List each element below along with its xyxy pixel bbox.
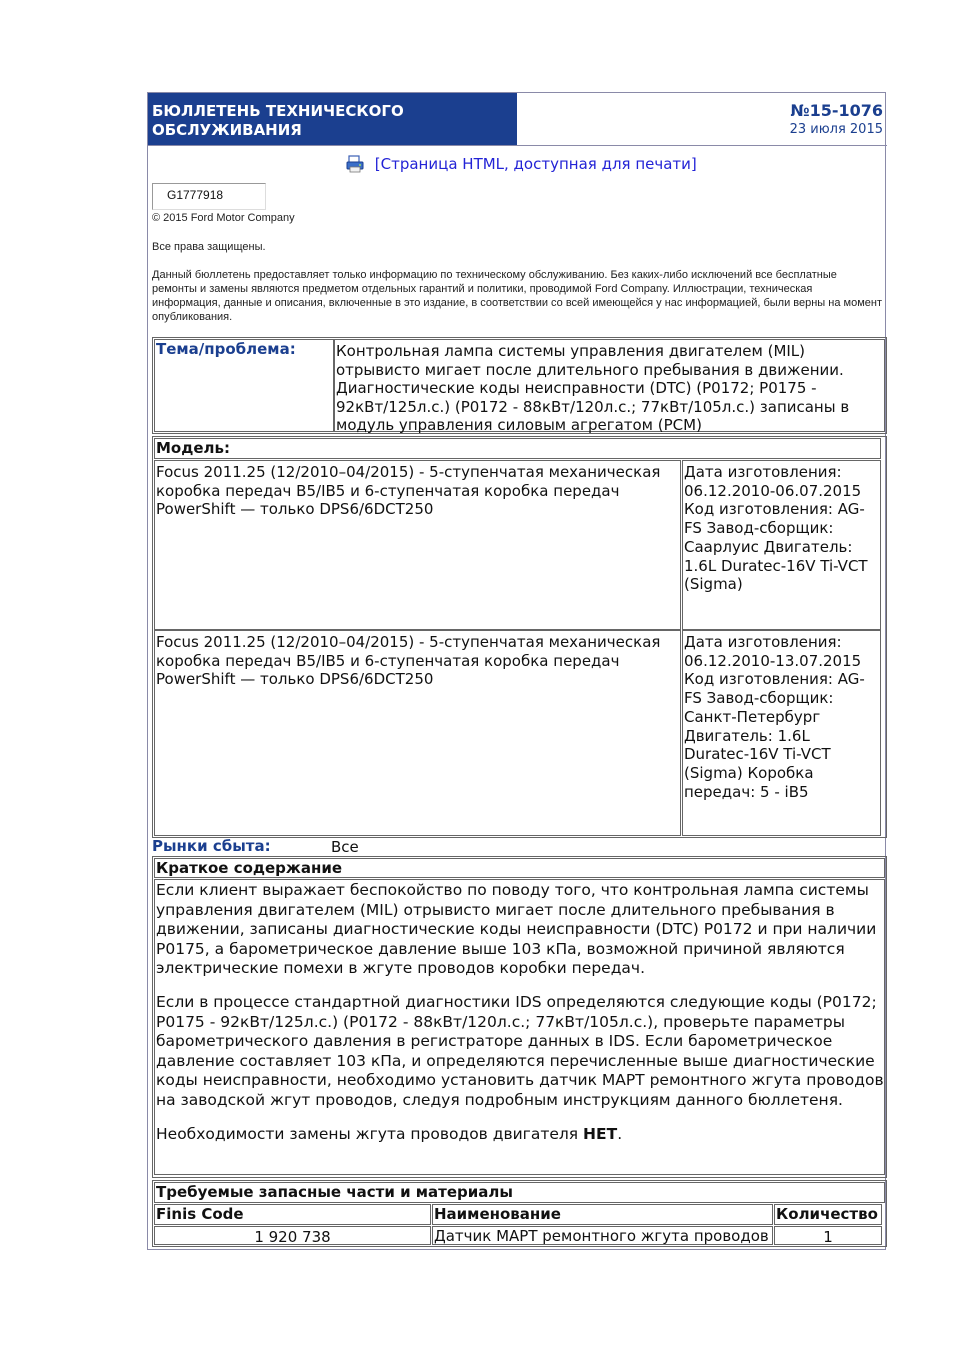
parts-header-qty [774, 1204, 882, 1225]
markets-label: Рынки сбыта: [152, 837, 271, 855]
topic-text-cell [334, 339, 885, 435]
summary-p3-end: . [617, 1124, 623, 1143]
parts-box [152, 1180, 887, 1247]
model-row-2 [154, 630, 681, 836]
parts-finis-code: 1 920 738 [254, 1228, 331, 1246]
summary-title: Краткое содержание [156, 859, 343, 877]
parts-title-cell [154, 1182, 885, 1203]
topic-label-cell [154, 339, 334, 432]
models-label-cell [154, 438, 881, 459]
copyright: © 2015 Ford Motor Company [152, 212, 295, 224]
parts-header-finis [154, 1204, 431, 1225]
parts-header-finis-label: Finis Code [156, 1205, 244, 1223]
model-row-2-details: Дата изготовления: 06.12.2010-13.07.2015 Код изготовления: AG-FS Завод-сборщик: Санкт-Петербург Двигатель: 1.6L Duratec-16V Ti-VCT (Sigma) Коробка передач: 5 - iB5 [684, 633, 865, 801]
parts-title: Требуемые запасные части и материалы [156, 1183, 513, 1201]
disclaimer: Данный бюллетень предоставляет только информацию по техническому обслуживанию. Без каких-либо исключений все бесплатные ремонты и замены являются предметом отдельных гарантий и политики, проводимой Ford Company. Иллюстрации, техническая информация, данные и описания, включенные в это издание, в соответствии со всей имеющейся у нас информацией, были верны на момент опубликования. [152, 269, 882, 323]
print-link-label[interactable]: [Страница HTML, доступная для печати] [374, 155, 697, 173]
summary-box [152, 856, 887, 1178]
parts-header-name [432, 1204, 773, 1225]
bulletin-title: БЮЛЛЕТЕНЬ ТЕХНИЧЕСКОГО ОБСЛУЖИВАНИЯ [148, 93, 517, 145]
summary-paragraph-3 [156, 1125, 884, 1145]
summary-p3-text: Необходимости замены жгута проводов двигателя [156, 1124, 584, 1143]
parts-cell-name [432, 1226, 773, 1245]
bulletin-number: №15-1076 [790, 101, 883, 120]
model-row-1-model: Focus 2011.25 (12/2010–04/2015) - 5-ступенчатая механическая коробка передач B5/IB5 и 6-ступенчатая коробка передач PowerShift — только DPS6/6DCT250 [156, 463, 661, 519]
printer-icon [346, 155, 375, 173]
bulletin-header [148, 93, 887, 145]
models-box [152, 436, 887, 838]
parts-quantity: 1 [823, 1228, 833, 1246]
parts-cell-qty [774, 1226, 882, 1245]
parts-header-name-label: Наименование [434, 1205, 561, 1223]
models-label: Модель: [156, 439, 230, 457]
markets-value: Все [331, 838, 359, 856]
summary-paragraph-1: Если клиент выражает беспокойство по поводу того, что контрольная лампа системы управления двигателем (MIL) отрывисто мигает после длительного пребывания в движении, записаны диагностические коды неисправности (DTC) P0172 и при наличии P0175, а барометрическое давление выше 103 кПа, возможной причиной являются электрические помехи в жгуте проводов коробки передач. [156, 881, 877, 978]
model-row-2-model: Focus 2011.25 (12/2010–04/2015) - 5-ступенчатая механическая коробка передач B5/IB5 и 6-ступенчатая коробка передач PowerShift — только DPS6/6DCT250 [156, 633, 661, 689]
summary-body-cell [154, 879, 885, 1175]
summary-p3-emphasis: НЕТ [583, 1124, 618, 1143]
print-link[interactable] [346, 155, 697, 173]
model-row-1-details: Дата изготовления: 06.12.2010-06.07.2015 Код изготовления: AG-FS Завод-сборщик: Саарлуис Двигатель: 1.6L Duratec-16V Ti-VCT (Sigma) [684, 463, 868, 594]
parts-part-name: Датчик MAPT ремонтного жгута проводов [434, 1227, 769, 1245]
bulletin-date: 23 июля 2015 [789, 122, 883, 137]
bulletin-page [147, 92, 886, 1250]
topic-label: Тема/проблема: [156, 340, 296, 358]
bulletin-meta [517, 93, 886, 145]
model-row-1 [154, 460, 681, 630]
topic-box [152, 337, 887, 434]
header-divider [148, 145, 887, 146]
model-row-1-details-cell [682, 460, 881, 630]
topic-text: Контрольная лампа системы управления двигателем (MIL) отрывисто мигает после длительного пребывания в движении. Диагностические коды неисправности (DTC) (P0172; P0175 - 92кВт/125л.с.) (P0172 - 88кВт/120л.с.; 77кВт/105л.с.) записаны в модуль управления силовым агрегатом (PCM) [336, 342, 850, 435]
rights-notice: Все права защищены. [152, 241, 266, 253]
summary-paragraph-2: Если в процессе стандартной диагностики IDS определяются следующие коды (P0172; P0175 - 92кВт/125л.с.) (P0172 - 88кВт/120л.с.; 77кВт/105л.с.), проверьте параметры барометрического давления в регистраторе данных в IDS. Если барометрическое давление составляет 103 кПа, и определяются перечисленные выше диагностические коды неисправности, необходимо установить датчик MAPT ремонтного жгута проводов на заводской жгут проводов, следуя подробным инструкциям данного бюллетеня. [156, 992, 884, 1109]
parts-header-qty-label: Количество [776, 1205, 878, 1223]
summary-title-cell [154, 858, 885, 878]
document-id-field: G1777918 [152, 183, 266, 210]
parts-cell-finis [154, 1226, 431, 1245]
summary-body [156, 881, 884, 1144]
model-row-2-details-cell [682, 630, 881, 836]
